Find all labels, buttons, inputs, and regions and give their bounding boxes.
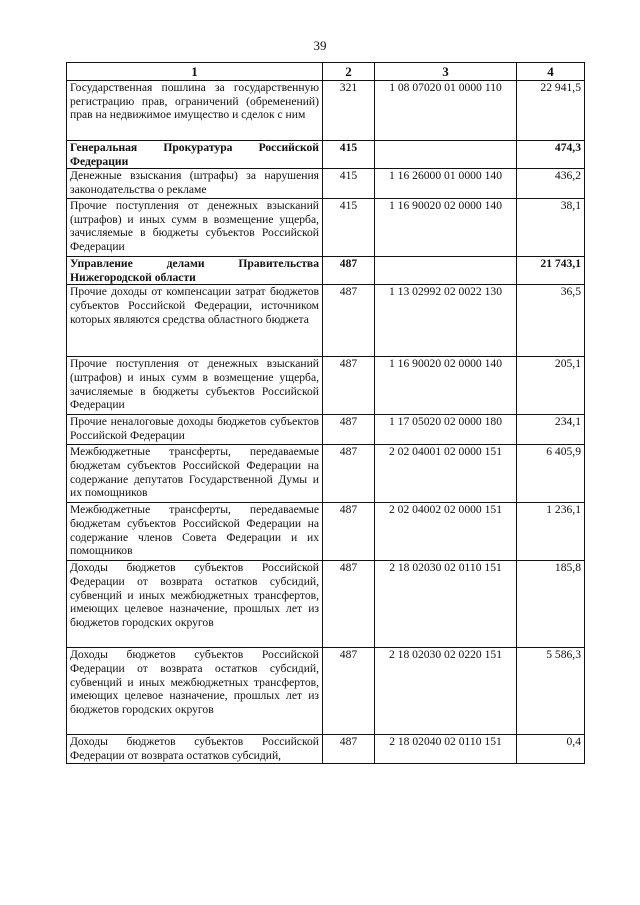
row-amount-cell: 185,8 <box>517 561 585 648</box>
row-budget-code-cell: 1 16 26000 01 0000 140 <box>375 169 517 199</box>
row-amount-cell: 205,1 <box>517 357 585 415</box>
table-row <box>67 141 585 169</box>
row-name-cell: Межбюджетные трансферты, передаваемые бюджетам субъектов Российской Федерации на содержание членов Совета Федерации и их помощников <box>67 503 323 561</box>
table-row <box>67 735 585 763</box>
row-admin-code-cell: 487 <box>323 445 375 503</box>
row-admin-code-cell: 321 <box>323 81 375 141</box>
row-budget-code-cell: 2 02 04001 02 0000 151 <box>375 445 517 503</box>
row-budget-code-cell: 1 16 90020 02 0000 140 <box>375 357 517 415</box>
row-budget-code-cell: 2 02 04002 02 0000 151 <box>375 503 517 561</box>
table-row <box>67 285 585 357</box>
row-budget-code-cell: 1 13 02992 02 0022 130 <box>375 285 517 357</box>
row-admin-code-cell: 415 <box>323 169 375 199</box>
revenue-table <box>66 62 585 764</box>
row-amount-cell: 6 405,9 <box>517 445 585 503</box>
table-row <box>67 257 585 285</box>
row-budget-code-cell: 2 18 02030 02 0110 151 <box>375 561 517 648</box>
row-amount-cell: 234,1 <box>517 415 585 445</box>
row-admin-code-cell: 487 <box>323 648 375 735</box>
column-header-3: 3 <box>375 63 517 81</box>
row-name-cell: Денежные взыскания (штрафы) за нарушения законодательства о рекламе <box>67 169 323 199</box>
row-budget-code-cell: 1 17 05020 02 0000 180 <box>375 415 517 445</box>
table-row <box>67 445 585 503</box>
row-admin-code-cell: 487 <box>323 415 375 445</box>
row-name-cell: Межбюджетные трансферты, передаваемые бюджетам субъектов Российской Федерации на содержание депутатов Государственной Думы и их помощников <box>67 445 323 503</box>
row-budget-code-cell: 1 08 07020 01 0000 110 <box>375 81 517 141</box>
row-name-cell: Генеральная Прокуратура Российской Федерации <box>67 141 323 169</box>
row-name-cell: Прочие поступления от денежных взысканий (штрафов) и иных сумм в возмещение ущерба, зачисляемые в бюджеты субъектов Российской Федерации <box>67 357 323 415</box>
row-admin-code-cell: 487 <box>323 561 375 648</box>
row-amount-cell: 1 236,1 <box>517 503 585 561</box>
table-row <box>67 561 585 648</box>
table-row <box>67 357 585 415</box>
table-row <box>67 415 585 445</box>
row-amount-cell: 21 743,1 <box>517 257 585 285</box>
table-row <box>67 199 585 257</box>
row-admin-code-cell: 415 <box>323 141 375 169</box>
row-amount-cell: 0,4 <box>517 735 585 763</box>
column-header-1: 1 <box>67 63 323 81</box>
row-budget-code-cell <box>375 257 517 285</box>
table-row <box>67 81 585 141</box>
row-name-cell: Государственная пошлина за государственную регистрацию прав, ограничений (обременений) прав на недвижимое имущество и сделок с ним <box>67 81 323 141</box>
row-amount-cell: 474,3 <box>517 141 585 169</box>
row-admin-code-cell: 487 <box>323 735 375 763</box>
row-name-cell: Управление делами Правительства Нижегородской области <box>67 257 323 285</box>
row-admin-code-cell: 487 <box>323 503 375 561</box>
row-admin-code-cell: 487 <box>323 257 375 285</box>
row-amount-cell: 436,2 <box>517 169 585 199</box>
column-header-4: 4 <box>517 63 585 81</box>
row-admin-code-cell: 487 <box>323 357 375 415</box>
row-amount-cell: 5 586,3 <box>517 648 585 735</box>
row-budget-code-cell: 2 18 02030 02 0220 151 <box>375 648 517 735</box>
row-name-cell: Доходы бюджетов субъектов Российской Федерации от возврата остатков субсидий, субвенций и иных межбюджетных трансфертов, имеющих целевое назначение, прошлых лет из бюджетов городских округов <box>67 648 323 735</box>
table-row <box>67 169 585 199</box>
table-row <box>67 648 585 735</box>
row-budget-code-cell: 1 16 90020 02 0000 140 <box>375 199 517 257</box>
row-name-cell: Прочие поступления от денежных взысканий (штрафов) и иных сумм в возмещение ущерба, зачисляемые в бюджеты субъектов Российской Федерации <box>67 199 323 257</box>
table-row <box>67 503 585 561</box>
row-name-cell: Доходы бюджетов субъектов Российской Федерации от возврата остатков субсидий, <box>67 735 323 763</box>
row-budget-code-cell <box>375 141 517 169</box>
row-admin-code-cell: 415 <box>323 199 375 257</box>
table-body <box>67 81 585 764</box>
row-name-cell: Прочие неналоговые доходы бюджетов субъектов Российской Федерации <box>67 415 323 445</box>
page-number: 39 <box>313 38 327 53</box>
row-admin-code-cell: 487 <box>323 285 375 357</box>
row-name-cell: Доходы бюджетов субъектов Российской Федерации от возврата остатков субсидий, субвенций и иных межбюджетных трансфертов, имеющих целевое назначение, прошлых лет из бюджетов городских округов <box>67 561 323 648</box>
row-amount-cell: 22 941,5 <box>517 81 585 141</box>
column-header-2: 2 <box>323 63 375 81</box>
table-header-row <box>67 63 585 81</box>
row-budget-code-cell: 2 18 02040 02 0110 151 <box>375 735 517 763</box>
row-amount-cell: 36,5 <box>517 285 585 357</box>
row-amount-cell: 38,1 <box>517 199 585 257</box>
row-name-cell: Прочие доходы от компенсации затрат бюджетов субъектов Российской Федерации, источником которых являются средства областного бюджета <box>67 285 323 357</box>
